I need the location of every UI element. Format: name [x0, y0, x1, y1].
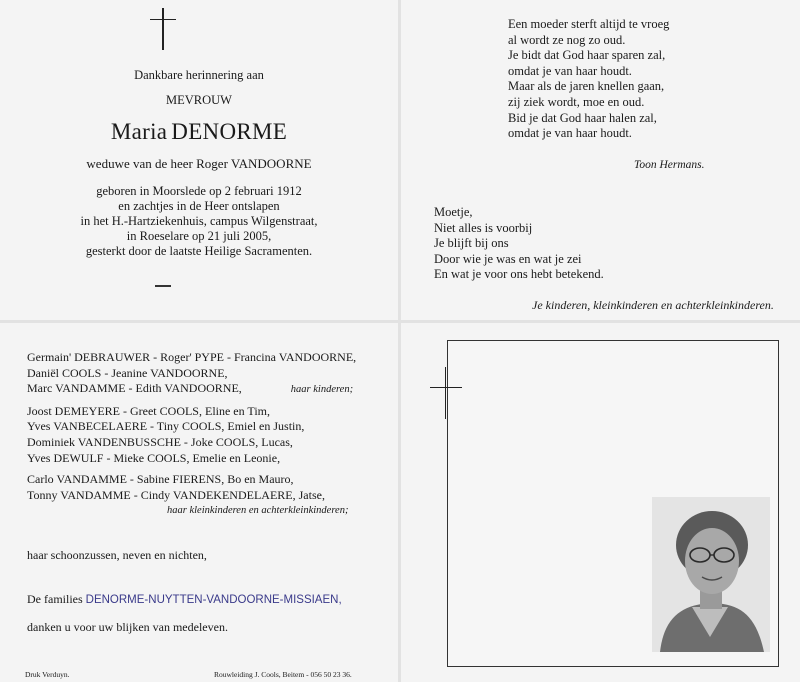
children-group [27, 350, 356, 398]
family-line: Dominiek VANDENBUSSCHE - Joke COOLS, Lucas, [27, 434, 293, 449]
poem-line: Moetje, [434, 205, 473, 219]
family-line: Carlo VANDAMME - Sabine FIERENS, Bo en Mauro, [27, 472, 294, 487]
poem-signoff: Je kinderen, kleinkinderen en achterkleinkinderen. [532, 298, 774, 312]
detail-line: in Roeselare op 21 juli 2005, [126, 229, 272, 243]
fold-line-vertical [398, 0, 401, 682]
detail-line: in het H.-Hartziekenhuis, campus Wilgenstraat, [80, 214, 318, 228]
portrait-photo [652, 497, 770, 652]
family-line-text: Marc VANDAMME - Edith VANDOORNE, [27, 381, 242, 396]
grandchildren-group-b [27, 472, 356, 519]
printer-credit: Druk Verduyn. [25, 670, 70, 679]
poem-line: Niet alles is voorbij [434, 220, 533, 235]
family-list [27, 350, 356, 524]
family-line: Joost DEMEYERE - Greet COOLS, Eline en Tim, [27, 403, 270, 418]
poem-line: En wat je voor ons hebt betekend. [434, 267, 604, 282]
poem-author: Toon Hermans. [634, 159, 705, 171]
poem-line: Je bidt dat God haar sparen zal, [508, 48, 666, 63]
poem-line: Maar als de jaren knellen gaan, [508, 79, 665, 94]
last-name: DENORME [171, 119, 288, 144]
poem-line: al wordt ze nog zo oud. [508, 32, 626, 47]
family-line: Yves DEWULF - Mieke COOLS, Emelie en Leonie, [27, 450, 281, 465]
poem-line: Je blijft bij ons [434, 236, 509, 251]
grandchildren-group-a [27, 404, 356, 466]
first-name: Maria [110, 119, 168, 144]
poem-line: omdat je van haar houdt. [508, 126, 632, 141]
family-line: Germain' DEBRAUWER - Roger' PYPE - Francina VANDOORNE, [27, 350, 357, 364]
funeral-director-credit: Rouwleiding J. Cools, Beitem - 056 50 23 36. [214, 670, 352, 679]
widow-line: weduwe van de heer Roger VANDOORNE [86, 156, 312, 171]
cross-icon [150, 8, 176, 50]
families-prefix: De families [27, 592, 83, 606]
poem-line: Een moeder sterft altijd te vroeg [508, 17, 670, 31]
cross-icon [430, 367, 462, 419]
families-names: DENORME-NUYTTEN-VANDOORNE-MISSIAEN, [85, 594, 342, 606]
detail-line: geboren in Moorslede op 2 februari 1912 [96, 184, 302, 198]
poem-line: omdat je van haar houdt. [508, 63, 632, 78]
thanks-line: danken u voor uw blijken van medeleven. [27, 620, 228, 634]
poem-line: zij ziek wordt, moe en oud. [508, 94, 645, 109]
intro-text: Dankbare herinnering aan [134, 68, 264, 82]
family-line [27, 381, 356, 398]
children-label: haar kinderen; [290, 384, 354, 396]
details-block [0, 184, 398, 259]
in-laws-line: haar schoonzussen, neven en nichten, [27, 548, 207, 562]
poem-line: Door wie je was en wat je zei [434, 251, 582, 266]
title-text: MEVROUW [166, 93, 232, 107]
family-line: Yves VANBECELAERE - Tiny COOLS, Emiel en Justin, [27, 419, 305, 434]
grandchildren-label: haar kleinkinderen en achterkleinkinderen; [167, 505, 349, 517]
poem-line: Bid je dat God haar halen zal, [508, 110, 657, 125]
divider-dash [155, 285, 171, 287]
family-line: Tonny VANDAMME - Cindy VANDEKENDELAERE, Jatse, [27, 487, 325, 502]
poem-one [508, 17, 669, 142]
portrait-image [652, 497, 770, 652]
families-line [27, 592, 342, 609]
detail-line: en zachtjes in de Heer ontslapen [118, 199, 280, 213]
poem-two [434, 205, 604, 283]
detail-line: gesterkt door de laatste Heilige Sacramenten. [85, 244, 313, 258]
family-line: Daniël COOLS - Jeanine VANDOORNE, [27, 365, 228, 380]
deceased-name [0, 119, 398, 145]
